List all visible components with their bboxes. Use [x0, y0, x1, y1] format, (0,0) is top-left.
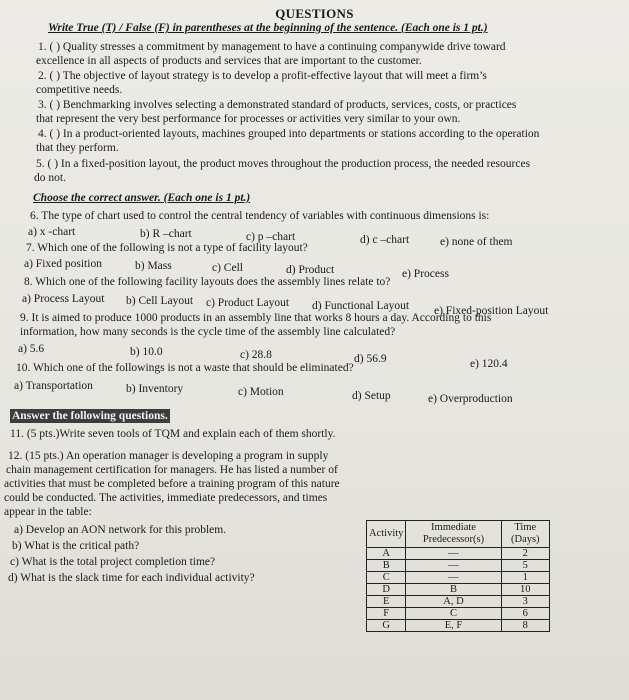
predecessor-cell: C	[406, 608, 501, 620]
question-8-option-e: e) Fixed-position Layout	[434, 305, 549, 317]
time-cell: 3	[501, 596, 549, 608]
activity-table	[366, 520, 550, 632]
question-7-option-b: b) Mass	[135, 260, 172, 272]
predecessor-cell: B	[406, 584, 501, 596]
question-6-option-e: e) none of them	[440, 236, 513, 248]
table-header-row	[367, 521, 550, 548]
question-7-option-a: a) Fixed position	[24, 258, 102, 270]
question-12-line-1: 12. (15 pts.) An operation manager is developing a program in supply	[8, 450, 329, 462]
subquestion-a: a) Develop an AON network for this problem.	[14, 524, 227, 536]
question-2-line-1: 2. ( ) The objective of layout strategy is to develop a profit-effective layout that will meet a firm’s	[38, 70, 487, 82]
time-cell: 10	[501, 584, 549, 596]
question-10-option-b: b) Inventory	[126, 383, 184, 395]
subquestion-b: b) What is the critical path?	[12, 540, 140, 552]
question-9-option-a: a) 5.6	[18, 343, 45, 355]
time-cell: 5	[501, 560, 549, 572]
question-8-option-a: a) Process Layout	[22, 293, 105, 305]
question-10-option-c: c) Motion	[238, 386, 284, 398]
question-1-line-1: 1. ( ) Quality stresses a commitment by management to have a continuing companywide drive toward	[38, 41, 506, 53]
question-5-line-2: do not.	[34, 172, 66, 184]
question-8-option-d: d) Functional Layout	[312, 300, 410, 312]
question-3-line-1: 3. ( ) Benchmarking involves selecting a demonstrated standard of products, services, costs, or practices	[38, 99, 517, 111]
question-10-option-d: d) Setup	[352, 390, 391, 402]
question-7: 7. Which one of the following is not a type of facility layout?	[26, 242, 308, 254]
header-activity: Activity	[367, 521, 406, 548]
question-12-line-4: could be conducted. The activities, immediate predecessors, and times	[4, 492, 328, 504]
table-row	[367, 560, 550, 572]
activity-cell: D	[367, 584, 406, 596]
table-row	[367, 548, 550, 560]
predecessor-cell: E, F	[406, 620, 501, 632]
time-cell: 6	[501, 608, 549, 620]
activity-cell: E	[367, 596, 406, 608]
header-predecessors: Immediate Predecessor(s)	[406, 521, 501, 548]
question-10: 10. Which one of the followings is not a waste that should be eliminated?	[16, 362, 354, 374]
time-cell: 2	[501, 548, 549, 560]
question-6-option-a: a) x -chart	[28, 226, 76, 238]
choose-heading: Choose the correct answer. (Each one is 1 pt.)	[33, 192, 251, 204]
question-7-option-c: c) Cell	[212, 262, 243, 274]
question-5-line-1: 5. ( ) In a fixed-position layout, the product moves throughout the production process, the needed resources	[36, 158, 531, 170]
question-12-line-2: chain management certification for managers. He has listed a number of	[6, 464, 338, 476]
question-6: 6. The type of chart used to control the central tendency of variables with continuous dimensions is:	[30, 210, 490, 222]
question-9-line-2: information, how many seconds is the cycle time of the assembly line calculated?	[20, 326, 396, 338]
subquestion-c: c) What is the total project completion time?	[10, 556, 216, 568]
predecessor-cell: —	[406, 572, 501, 584]
activity-cell: F	[367, 608, 406, 620]
question-1-line-2: excellence in all aspects of products and services that are important to the customer.	[36, 55, 422, 67]
activity-cell: B	[367, 560, 406, 572]
time-cell: 8	[501, 620, 549, 632]
activity-cell: A	[367, 548, 406, 560]
question-9-option-e: e) 120.4	[470, 358, 508, 370]
question-9-option-c: c) 28.8	[240, 349, 272, 361]
page-title: QUESTIONS	[275, 6, 354, 21]
predecessor-cell: —	[406, 560, 501, 572]
question-8-option-b: b) Cell Layout	[126, 295, 194, 307]
question-8-option-c: c) Product Layout	[206, 297, 290, 309]
question-12-line-5: appear in the table:	[4, 506, 92, 518]
question-6-option-d: d) c –chart	[360, 234, 410, 246]
question-8: 8. Which one of the following facility layouts does the assembly lines relate to?	[24, 276, 391, 288]
question-6-option-c: c) p –chart	[246, 231, 296, 243]
question-9-option-d: d) 56.9	[354, 353, 387, 365]
question-3-line-2: that represent the very best performance for processes or activities very similar to your own.	[36, 113, 461, 125]
table-row	[367, 596, 550, 608]
question-10-option-e: e) Overproduction	[428, 393, 513, 405]
predecessor-cell: A, D	[406, 596, 501, 608]
table-row	[367, 620, 550, 632]
question-4-line-2: that they perform.	[36, 142, 119, 154]
activity-cell: G	[367, 620, 406, 632]
activity-cell: C	[367, 572, 406, 584]
question-2-line-2: competitive needs.	[36, 84, 123, 96]
answer-heading-label: Answer the following questions.	[12, 410, 168, 422]
answer-heading	[10, 410, 170, 423]
question-11: 11. (5 pts.)Write seven tools of TQM and explain each of them shortly.	[10, 428, 336, 440]
question-10-option-a: a) Transportation	[14, 380, 93, 392]
question-9-option-b: b) 10.0	[130, 346, 163, 358]
table-row	[367, 584, 550, 596]
header-time: Time (Days)	[501, 521, 549, 548]
subquestion-d: d) What is the slack time for each individual activity?	[8, 572, 255, 584]
question-9-line-1: 9. It is aimed to produce 1000 products in an assembly line that works 8 hours a day. According to this	[20, 312, 492, 324]
question-4-line-1: 4. ( ) In a product-oriented layouts, machines grouped into departments or stations according to the operation	[38, 128, 540, 140]
predecessor-cell: —	[406, 548, 501, 560]
question-7-option-e: e) Process	[402, 268, 449, 280]
table-row	[367, 608, 550, 620]
question-12-line-3: activities that must be completed before a training program of this nature	[4, 478, 340, 490]
question-7-option-d: d) Product	[286, 264, 335, 276]
true-false-heading: Write True (T) / False (F) in parentheses at the beginning of the sentence. (Each one is 1 pt.)	[48, 22, 488, 34]
table-row	[367, 572, 550, 584]
question-6-option-b: b) R –chart	[140, 228, 192, 240]
time-cell: 1	[501, 572, 549, 584]
